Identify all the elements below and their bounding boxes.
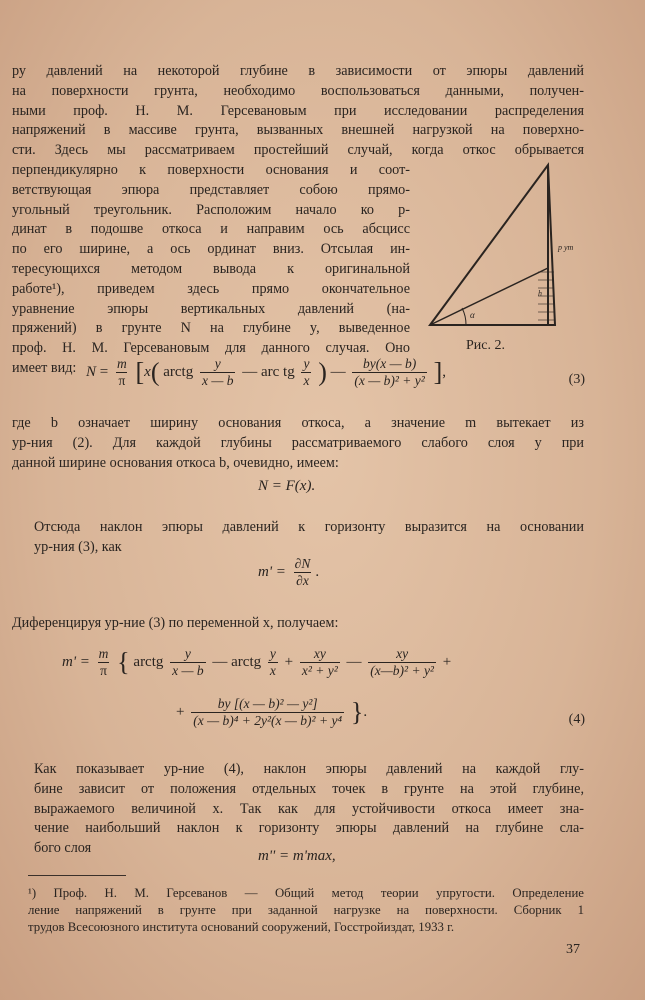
page-number: 37 xyxy=(566,942,580,957)
equation-4-number: (4) xyxy=(568,712,585,727)
paragraph-definition: где b означает ширину основания откоса, а значение m вытекает из ур-ния (2). Для каждой глубины рассматриваемого слабого слоя y при данной ширине основания откоса b, очевидно, имеем: xyxy=(12,415,584,471)
equation-3-number: (3) xyxy=(568,372,585,387)
slope-diagram-figure xyxy=(420,160,574,335)
equation-m-prime: m' = $\frac{\partial N}{\partial x}$ . xyxy=(258,556,320,588)
equation-4-line2: + $\frac{\text{by [(x — b)² — y²]}}{\text{(x — b)⁴ + 2y²(x — b)² + y⁴}}$ }. xyxy=(176,696,368,728)
slope-triangle xyxy=(430,165,555,325)
equation-4-line1: m' = $\frac{m}{\pi}$ { arctg $\frac{y}{x — b}$ — arctg $\frac{y}{x}$ + $\frac{xy}{\text{x² + y²}}$ — $\frac{xy}{\text{(x—b)² + y²}}$ + xyxy=(62,646,452,678)
figure-caption: Рис. 2. xyxy=(466,338,505,353)
paragraph-differentiate: Диференцируя ур-ние (3) по переменной x, получаем: xyxy=(12,615,339,631)
alpha-label: α xyxy=(470,310,475,320)
angle-arc xyxy=(462,308,466,325)
equation-m-max: m'' = m'max, xyxy=(258,848,336,864)
equation-3: N = $\frac{m}{\pi}$ [x( arctg $\frac{y}{x — b}$ — arc tg $\frac{y}{x}$ ) — $\frac{by(x — b)}{\text{(x — b)² + y²}}$ ], xyxy=(86,356,446,388)
pym-label: p ym xyxy=(558,243,574,252)
footnote: ¹) Проф. Н. М. Герсеванов — Общий метод теории упругости. Определение ление напряжений в грунте при заданной нагрузке на поверхности. Сборник 1 трудов Всесоюзного института оснований сооружений, Госстройиздат, 1933 г. xyxy=(28,886,584,934)
paragraph-slope: Отсюда наклон эпюры давлений к горизонту выразится на основании ур-ния (3), как xyxy=(34,519,584,555)
footnote-rule xyxy=(28,875,126,876)
paragraph-beside-figure: перпендикулярно к поверхности основания и соот- ветствующая эпюра представляет собою прямо- угольный треугольник. Расположим начало ко р- динат в подошве откоса и направим ось абсцисс по его ширине, а ось ординат вниз. Отсылая ин- тересующихся методом вывода к оригинальной работе¹), приведем здесь прямо окончательное уравнение эпюры вертикальных давлений (на- пряжений) в грунте N на глубине y, выведенное проф. Н. М. Герсевановым для данного случая. Оно имеет вид: xyxy=(12,162,410,376)
pressure-line xyxy=(430,268,548,325)
paragraph-intro: ру давлений на некоторой глубине в зависимости от эпюры давлений на поверхности грунта, необходимо воспользоваться данными, получен- ными проф. Н. М. Герсевановым при исследовании распределения напряжений в массиве грунта, вызванных внешней нагрузкой на поверхно- сти. Здесь мы рассматриваем простейший случай, когда откос обрывается xyxy=(12,63,584,159)
h-label: h xyxy=(538,289,542,298)
equation-n-fx: N = F(x). xyxy=(258,478,316,494)
paragraph-conclusion: Как показывает ур-ние (4), наклон эпюры давлений на каждой глу- бине зависит от положения отдельных точек в грунте на этой глубине, выражаемого величиной x. Так как для устойчивости откоса имеет зна- чение наибольший наклон к горизонту эпюры давлений на глубине сла- бого слоя xyxy=(34,761,584,857)
